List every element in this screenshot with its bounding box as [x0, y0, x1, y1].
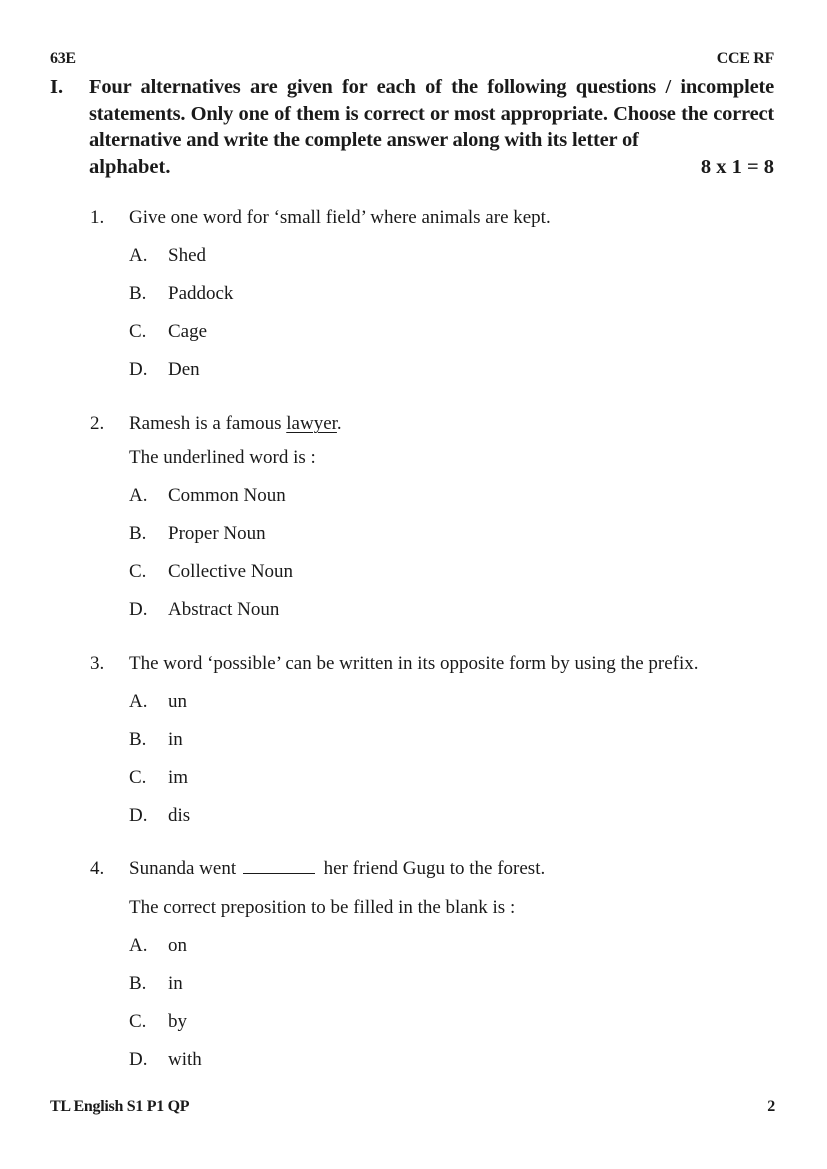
question-subtext — [90, 446, 780, 470]
option-letter: B. — [129, 523, 147, 544]
question-stem — [90, 857, 780, 881]
question-text-after: her friend Gugu to the forest. — [318, 858, 546, 879]
option-c — [90, 766, 780, 790]
option-d — [90, 1048, 780, 1072]
option-text: in — [168, 973, 183, 994]
option-text: Common Noun — [168, 485, 286, 506]
question-stem — [90, 652, 780, 676]
question-number: 3. — [90, 653, 105, 674]
paper-code: TL English S1 P1 QP — [50, 1098, 190, 1115]
option-b — [90, 282, 780, 306]
question-text-after: . — [336, 413, 342, 434]
header-code-right: CCE RF — [716, 50, 774, 67]
option-letter: A. — [129, 245, 148, 266]
option-letter: C. — [129, 321, 147, 342]
option-letter: C. — [129, 1011, 147, 1032]
option-letter: D. — [129, 359, 148, 380]
question-number: 1. — [90, 207, 105, 228]
option-text: dis — [168, 805, 191, 826]
instruction-last-line — [89, 154, 774, 181]
options-list — [90, 690, 780, 828]
marks-allocation: 8 x 1 = 8 — [700, 155, 774, 178]
page-header — [50, 50, 774, 68]
subtext: The underlined word is : — [129, 447, 316, 468]
question-4 — [90, 857, 780, 1086]
option-a — [90, 244, 780, 268]
page-footer — [50, 1098, 775, 1116]
question-text-before: Ramesh is a famous — [129, 413, 287, 434]
option-text: Den — [168, 359, 200, 380]
question-number: 4. — [90, 858, 105, 879]
option-text: Shed — [168, 245, 206, 266]
instruction-text: Four alternatives are given for each of the following questions / incomplete statements. Only one of them is correct or most appropriate. Choose the correct alternative and write the complete answer along with its letter of — [89, 76, 774, 151]
fill-in-blank — [243, 857, 315, 874]
underlined-word: lawyer — [286, 413, 337, 434]
option-b — [90, 728, 780, 752]
option-c — [90, 560, 780, 584]
question-1 — [90, 206, 780, 396]
options-list — [90, 934, 780, 1072]
page-number: 2 — [767, 1098, 775, 1115]
option-letter: D. — [129, 1049, 148, 1070]
option-text: un — [168, 691, 187, 712]
option-text: on — [168, 935, 187, 956]
option-text: Abstract Noun — [168, 599, 280, 620]
question-subtext — [90, 896, 780, 920]
question-text — [129, 412, 342, 436]
option-d — [90, 358, 780, 382]
option-letter: D. — [129, 805, 148, 826]
question-text: The word ‘possible’ can be written in its opposite form by using the prefix. — [129, 653, 699, 674]
option-c — [90, 320, 780, 344]
question-2 — [90, 412, 780, 636]
option-text: in — [168, 729, 183, 750]
section-instruction — [50, 74, 774, 180]
question-text — [129, 857, 545, 881]
option-letter: A. — [129, 485, 148, 506]
option-text: Proper Noun — [168, 523, 266, 544]
option-d — [90, 804, 780, 828]
option-text: by — [168, 1011, 187, 1032]
option-b — [90, 522, 780, 546]
options-list — [90, 484, 780, 622]
option-d — [90, 598, 780, 622]
option-text: im — [168, 767, 189, 788]
option-letter: B. — [129, 729, 147, 750]
question-3 — [90, 652, 780, 842]
option-letter: C. — [129, 561, 147, 582]
option-a — [90, 690, 780, 714]
section-number: I. — [50, 76, 64, 98]
option-text: Collective Noun — [168, 561, 294, 582]
option-text: Paddock — [168, 283, 234, 304]
option-text: with — [168, 1049, 202, 1070]
subtext: The correct preposition to be filled in the blank is : — [129, 897, 516, 918]
option-a — [90, 934, 780, 958]
option-letter: C. — [129, 767, 147, 788]
option-b — [90, 972, 780, 996]
option-c — [90, 1010, 780, 1034]
header-code-left: 63E — [50, 50, 76, 67]
option-letter: D. — [129, 599, 148, 620]
option-letter: A. — [129, 935, 148, 956]
question-text: Give one word for ‘small field’ where animals are kept. — [129, 207, 551, 228]
question-stem — [90, 206, 780, 230]
question-number: 2. — [90, 413, 105, 434]
options-list — [90, 244, 780, 382]
instruction-tail: alphabet. — [89, 155, 171, 178]
option-letter: B. — [129, 973, 147, 994]
question-text-before: Sunanda went — [129, 858, 241, 879]
option-letter: B. — [129, 283, 147, 304]
question-stem — [90, 412, 780, 436]
option-a — [90, 484, 780, 508]
option-letter: A. — [129, 691, 148, 712]
option-text: Cage — [168, 321, 208, 342]
